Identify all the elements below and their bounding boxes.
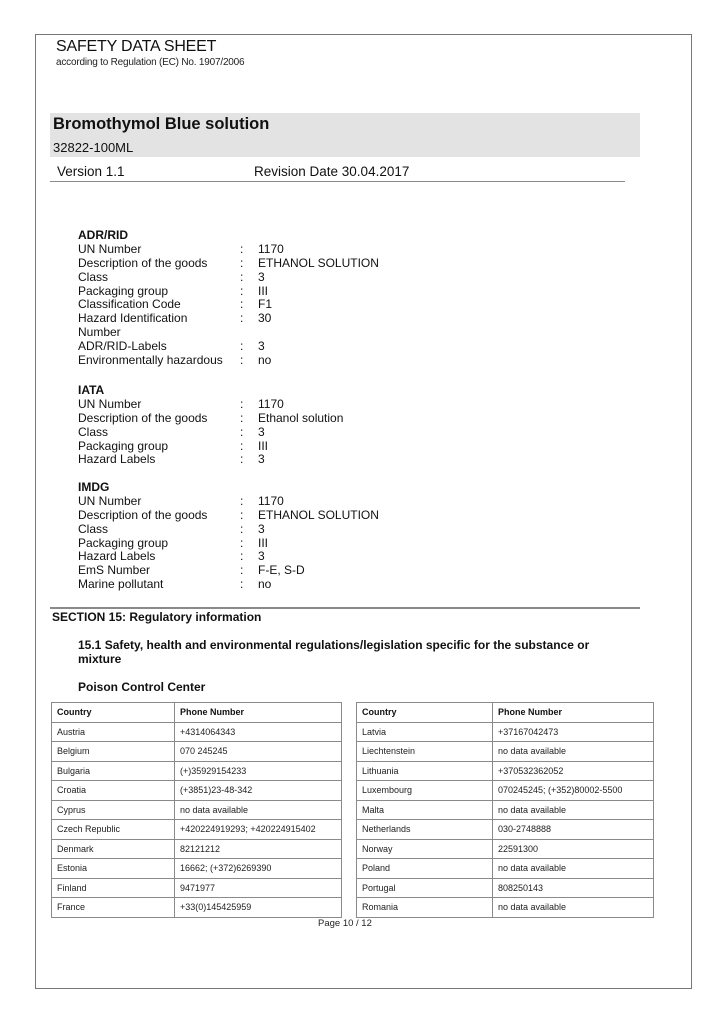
kv-colon: : — [240, 339, 244, 354]
country-cell: Czech Republic — [52, 820, 175, 840]
kv-value: III — [258, 438, 269, 453]
kv-colon: : — [240, 255, 244, 270]
kv-row — [78, 424, 265, 440]
kv-label: Description of the goods — [78, 410, 208, 425]
kv-label: Packaging group — [78, 283, 169, 298]
kv-label: UN Number — [78, 493, 142, 508]
country-cell: Estonia — [52, 859, 175, 879]
section-15-title: SECTION 15: Regulatory information — [52, 610, 262, 624]
column-header-country: Country — [357, 703, 493, 723]
kv-label: Class — [78, 424, 109, 439]
kv-label: Classification Code — [78, 297, 181, 312]
kv-label: Description of the goods — [78, 255, 208, 270]
poison-control-table-left — [51, 702, 342, 918]
kv-value: F-E, S-D — [258, 563, 305, 578]
kv-label: Hazard Labels — [78, 452, 156, 467]
kv-label: Environmentally hazardous — [78, 353, 223, 368]
imdg-title: IMDG — [78, 480, 110, 494]
kv-row — [78, 577, 272, 592]
kv-label: EmS Number — [78, 563, 151, 578]
version-label: Version 1.1 — [57, 164, 125, 179]
country-cell: Luxembourg — [357, 781, 493, 801]
kv-colon: : — [240, 396, 244, 411]
kv-value: 30 — [258, 311, 272, 326]
kv-value: III — [258, 283, 269, 298]
kv-label: Class — [78, 269, 109, 284]
column-header-country: Country — [52, 703, 175, 723]
iata-block — [78, 383, 344, 467]
country-cell: Denmark — [52, 839, 175, 859]
kv-value: Ethanol solution — [258, 410, 344, 425]
kv-value: 1170 — [258, 396, 284, 411]
column-header-phone: Phone Number — [175, 703, 342, 723]
country-cell: Croatia — [52, 781, 175, 801]
poison-control-table-right — [356, 702, 654, 918]
kv-colon: : — [240, 410, 244, 425]
document-subtitle: according to Regulation (EC) No. 1907/2006 — [56, 57, 245, 68]
kv-colon: : — [240, 438, 244, 453]
phone-cell: 070245245; (+352)80002-5500 — [493, 781, 654, 801]
section-15-1-title: 15.1 Safety, health and environmental regulations/legislation specific for the substance or mixture — [78, 638, 590, 666]
kv-colon: : — [240, 563, 244, 578]
kv-colon: : — [240, 424, 244, 439]
header-divider — [50, 181, 625, 182]
kv-colon: : — [240, 269, 244, 284]
phone-cell: 16662; (+372)6269390 — [175, 859, 342, 879]
revision-date: Revision Date 30.04.2017 — [254, 164, 410, 179]
phone-cell: 82121212 — [175, 839, 342, 859]
table-row — [357, 878, 654, 898]
table-row — [52, 742, 342, 762]
kv-row — [78, 438, 269, 454]
table-row — [357, 820, 654, 840]
kv-row — [78, 507, 379, 523]
kv-row — [78, 311, 272, 340]
kv-row — [78, 563, 305, 578]
kv-colon: : — [240, 353, 244, 368]
kv-row — [78, 297, 273, 312]
table-row — [357, 722, 654, 742]
kv-colon: : — [240, 452, 244, 467]
country-cell: France — [52, 898, 175, 918]
country-cell: Netherlands — [357, 820, 493, 840]
kv-value: ETHANOL SOLUTION — [258, 255, 379, 270]
country-cell: Latvia — [357, 722, 493, 742]
table-header-row — [52, 703, 342, 723]
kv-colon: : — [240, 311, 244, 326]
kv-row — [78, 269, 265, 285]
table-row — [52, 722, 342, 742]
phone-cell: 808250143 — [493, 878, 654, 898]
poison-control-title: Poison Control Center — [78, 680, 206, 694]
kv-value: 1170 — [258, 493, 284, 508]
table-row — [357, 839, 654, 859]
kv-value: no — [258, 577, 272, 592]
kv-colon: : — [240, 283, 244, 298]
phone-cell: +33(0)145425959 — [175, 898, 342, 918]
table-row — [357, 742, 654, 762]
adr-rid-title: ADR/RID — [78, 228, 128, 242]
phone-cell: no data available — [175, 800, 342, 820]
kv-value: 3 — [258, 339, 265, 354]
kv-row — [78, 339, 265, 354]
kv-value: 3 — [258, 424, 265, 439]
country-cell: Liechtenstein — [357, 742, 493, 762]
kv-label: Description of the goods — [78, 507, 208, 522]
table-row — [52, 859, 342, 879]
kv-value: ETHANOL SOLUTION — [258, 507, 379, 522]
imdg-block — [78, 480, 379, 592]
kv-row — [78, 241, 284, 257]
kv-label: Hazard Identification Number — [78, 311, 188, 340]
kv-colon: : — [240, 297, 244, 312]
document-title: SAFETY DATA SHEET — [56, 38, 217, 55]
kv-value: 3 — [258, 521, 265, 536]
kv-row — [78, 353, 272, 368]
kv-label: Packaging group — [78, 535, 169, 550]
phone-cell: +4314064343 — [175, 722, 342, 742]
table-row — [52, 761, 342, 781]
phone-cell: 030-2748888 — [493, 820, 654, 840]
table-row — [52, 878, 342, 898]
kv-label: ADR/RID-Labels — [78, 339, 167, 354]
kv-value: III — [258, 535, 269, 550]
kv-colon: : — [240, 549, 244, 564]
kv-colon: : — [240, 241, 244, 256]
phone-cell: 070 245245 — [175, 742, 342, 762]
phone-cell: (+)35929154233 — [175, 761, 342, 781]
country-cell: Poland — [357, 859, 493, 879]
country-cell: Portugal — [357, 878, 493, 898]
kv-row — [78, 549, 265, 564]
kv-label: Class — [78, 521, 109, 536]
section-divider — [50, 607, 640, 609]
kv-colon: : — [240, 493, 244, 508]
kv-value: 3 — [258, 269, 265, 284]
kv-row — [78, 255, 379, 271]
kv-value: F1 — [258, 297, 273, 312]
phone-cell: (+3851)23-48-342 — [175, 781, 342, 801]
kv-value: no — [258, 353, 272, 368]
page-number: Page 10 / 12 — [318, 918, 372, 929]
kv-row — [78, 410, 344, 426]
table-header-row — [357, 703, 654, 723]
kv-label: Packaging group — [78, 438, 169, 453]
country-cell: Romania — [357, 898, 493, 918]
table-row — [357, 859, 654, 879]
kv-colon: : — [240, 507, 244, 522]
phone-cell: +420224919293; +420224915402 — [175, 820, 342, 840]
phone-cell: +370532362052 — [493, 761, 654, 781]
column-header-phone: Phone Number — [493, 703, 654, 723]
table-row — [357, 800, 654, 820]
kv-row — [78, 452, 265, 467]
country-cell: Finland — [52, 878, 175, 898]
phone-cell: +37167042473 — [493, 722, 654, 742]
kv-value: 3 — [258, 452, 265, 467]
phone-cell: 22591300 — [493, 839, 654, 859]
country-cell: Cyprus — [52, 800, 175, 820]
country-cell: Norway — [357, 839, 493, 859]
phone-cell: 9471977 — [175, 878, 342, 898]
kv-row — [78, 283, 269, 299]
kv-label: Marine pollutant — [78, 577, 164, 592]
phone-cell: no data available — [493, 800, 654, 820]
phone-cell: no data available — [493, 898, 654, 918]
kv-label: Hazard Labels — [78, 549, 156, 564]
table-row — [52, 800, 342, 820]
table-row — [52, 820, 342, 840]
table-row — [357, 781, 654, 801]
phone-cell: no data available — [493, 742, 654, 762]
kv-row — [78, 396, 284, 412]
kv-row — [78, 493, 284, 509]
country-cell: Bulgaria — [52, 761, 175, 781]
kv-colon: : — [240, 521, 244, 536]
country-cell: Belgium — [52, 742, 175, 762]
adr-rid-block — [78, 228, 379, 368]
country-cell: Lithuania — [357, 761, 493, 781]
phone-cell: no data available — [493, 859, 654, 879]
kv-colon: : — [240, 577, 244, 592]
kv-label: UN Number — [78, 396, 142, 411]
kv-colon: : — [240, 535, 244, 550]
country-cell: Austria — [52, 722, 175, 742]
product-name: Bromothymol Blue solution — [53, 115, 270, 133]
product-code: 32822-100ML — [53, 140, 134, 155]
kv-row — [78, 521, 265, 537]
table-row — [357, 761, 654, 781]
country-cell: Malta — [357, 800, 493, 820]
table-row — [52, 898, 342, 918]
iata-title: IATA — [78, 383, 105, 397]
kv-value: 1170 — [258, 241, 284, 256]
kv-row — [78, 535, 269, 551]
kv-label: UN Number — [78, 241, 142, 256]
table-row — [357, 898, 654, 918]
table-row — [52, 781, 342, 801]
table-row — [52, 839, 342, 859]
kv-value: 3 — [258, 549, 265, 564]
